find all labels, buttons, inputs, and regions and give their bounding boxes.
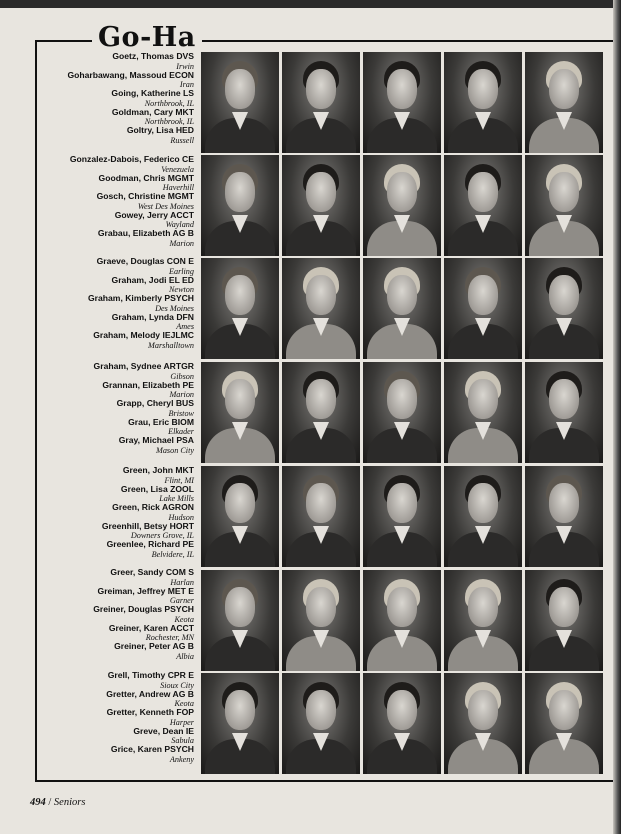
portrait-face	[468, 275, 498, 315]
student-portrait	[282, 362, 360, 463]
student-portrait	[525, 155, 603, 256]
portrait-face	[387, 69, 417, 109]
portrait-face	[549, 587, 579, 627]
listing-group	[4, 257, 194, 350]
listing-entry	[4, 52, 194, 71]
student-name-major: Greenhill, Betsy HORT	[101, 520, 194, 531]
student-name-major: Greve, Dean IE	[133, 725, 194, 736]
portrait-face	[468, 69, 498, 109]
portrait-face	[387, 379, 417, 419]
student-hometown: Sabula	[171, 736, 194, 746]
portrait-face	[306, 690, 336, 730]
student-portrait	[363, 570, 441, 671]
listing-entry	[4, 690, 194, 709]
student-portrait	[363, 673, 441, 774]
student-name-major: Grapp, Cheryl BUS	[116, 398, 194, 409]
student-hometown: Iran	[179, 80, 194, 90]
student-portrait	[282, 52, 360, 153]
portrait-face	[549, 379, 579, 419]
student-portrait	[444, 155, 522, 256]
listing-group	[4, 52, 194, 145]
student-portrait	[201, 155, 279, 256]
page-binding-edge	[613, 0, 621, 834]
page-number: 494	[30, 797, 46, 808]
student-portrait	[363, 362, 441, 463]
student-hometown: Downers Grove, IL	[130, 531, 194, 541]
listing-entry	[4, 522, 194, 541]
student-hometown: Harper	[169, 717, 194, 727]
student-hometown: Wayland	[165, 220, 194, 230]
student-name-major: Goetz, Thomas DVS	[112, 51, 194, 61]
portrait-face	[306, 379, 336, 419]
student-hometown: Marshalltown	[148, 340, 194, 350]
student-portrait	[282, 570, 360, 671]
portrait-face	[549, 172, 579, 212]
student-hometown: Marion	[169, 238, 194, 248]
portrait-face	[306, 172, 336, 212]
student-hometown: Flint, MI	[164, 475, 194, 485]
student-portrait	[363, 52, 441, 153]
student-name-major: Graham, Sydnee ARTGR	[93, 361, 194, 371]
portrait-face	[387, 172, 417, 212]
student-hometown: Bristow	[168, 408, 194, 418]
student-hometown: Russell	[170, 135, 194, 145]
listing-entry	[4, 399, 194, 418]
student-name-major: Greenlee, Richard PE	[106, 539, 194, 550]
student-portrait	[444, 570, 522, 671]
student-name-major: Green, Rick AGRON	[112, 502, 194, 513]
student-portrait	[444, 466, 522, 567]
frame-bottom-rule	[35, 780, 613, 782]
student-hometown: Gibson	[170, 371, 194, 381]
listing-entry	[4, 294, 194, 313]
student-portrait	[525, 570, 603, 671]
listing-entry	[4, 605, 194, 624]
student-hometown: Ames	[176, 322, 194, 332]
portrait-face	[306, 69, 336, 109]
portrait-face	[387, 690, 417, 730]
student-name-major: Gray, Michael PSA	[118, 435, 194, 446]
student-portrait	[363, 155, 441, 256]
student-portrait	[444, 258, 522, 359]
listing-entry	[4, 229, 194, 248]
student-portrait	[444, 52, 522, 153]
section-name: Seniors	[53, 797, 86, 808]
student-portrait	[525, 52, 603, 153]
student-name-major: Goodman, Chris MGMT	[98, 172, 194, 183]
student-name-major: Goldman, Cary MKT	[111, 106, 194, 117]
student-portrait	[201, 570, 279, 671]
listing-entry	[4, 485, 194, 504]
portrait-face	[306, 483, 336, 523]
student-name-major: Greer, Sandy COM S	[110, 567, 194, 577]
listing-entry	[4, 418, 194, 437]
listing-entry	[4, 642, 194, 661]
student-hometown: Mason City	[156, 445, 194, 455]
portrait-face	[306, 275, 336, 315]
listing-entry	[4, 568, 194, 587]
listing-entry	[4, 671, 194, 690]
student-hometown: Marion	[169, 390, 194, 400]
student-name-major: Grannan, Elizabeth PE	[102, 379, 194, 390]
student-name-major: Greiner, Douglas PSYCH	[93, 604, 194, 615]
student-name-major: Graham, Kimberly PSYCH	[87, 293, 194, 304]
student-hometown: Ankeny	[169, 754, 194, 764]
page-title: Go-Ha	[92, 22, 202, 53]
portrait-face	[225, 172, 255, 212]
student-hometown: Belvidere, IL	[151, 549, 194, 559]
student-hometown: Albia	[176, 651, 194, 661]
portrait-face	[225, 690, 255, 730]
footer-separator: /	[45, 797, 54, 808]
student-portrait	[525, 673, 603, 774]
student-hometown: Northbrook, IL	[144, 117, 194, 127]
portrait-face	[225, 483, 255, 523]
student-hometown: West Des Moines	[137, 201, 194, 211]
listing-group	[4, 568, 194, 661]
student-hometown: Earling	[168, 266, 194, 276]
listing-entry	[4, 108, 194, 127]
portrait-face	[387, 587, 417, 627]
listing-entry	[4, 362, 194, 381]
listing-entry	[4, 89, 194, 108]
student-hometown: Elkader	[168, 427, 194, 437]
student-name-major: Graham, Jodi EL ED	[111, 274, 194, 285]
listing-entry	[4, 503, 194, 522]
student-portrait	[201, 362, 279, 463]
student-portrait	[525, 258, 603, 359]
portrait-face	[306, 587, 336, 627]
listing-entry	[4, 624, 194, 643]
student-name-major: Greiman, Jeffrey MET E	[97, 585, 194, 596]
student-hometown: Haverhill	[162, 183, 194, 193]
student-name-major: Grice, Karen PSYCH	[110, 744, 194, 755]
student-portrait	[525, 466, 603, 567]
listing-entry	[4, 71, 194, 90]
student-name-major: Green, Lisa ZOOL	[120, 483, 194, 494]
listing-entry	[4, 540, 194, 559]
listing-entry	[4, 708, 194, 727]
portrait-face	[225, 587, 255, 627]
listing-entry	[4, 745, 194, 764]
listing-entry	[4, 466, 194, 485]
portrait-face	[468, 587, 498, 627]
student-hometown: Keota	[174, 614, 194, 624]
portrait-face	[468, 379, 498, 419]
student-name-major: Green, John MKT	[122, 465, 194, 475]
listing-entry	[4, 587, 194, 606]
student-hometown: Keota	[174, 699, 194, 709]
student-portrait	[363, 466, 441, 567]
student-name-major: Grau, Eric BIOM	[128, 416, 194, 427]
student-name-major: Goharbawang, Massoud ECON	[67, 69, 194, 80]
student-portrait	[282, 673, 360, 774]
student-hometown: Venezuela	[161, 164, 194, 174]
listing-entry	[4, 313, 194, 332]
portrait-face	[225, 275, 255, 315]
listing-entry	[4, 436, 194, 455]
listing-entry	[4, 727, 194, 746]
student-name-major: Graham, Lynda DFN	[111, 311, 194, 322]
student-hometown: Garner	[169, 596, 194, 606]
portrait-face	[468, 483, 498, 523]
student-hometown: Sioux City	[160, 680, 194, 690]
portrait-face	[387, 275, 417, 315]
student-name-major: Gosch, Christine MGMT	[96, 191, 194, 202]
student-portrait	[282, 155, 360, 256]
page-footer	[30, 797, 85, 808]
portrait-face	[549, 483, 579, 523]
listing-group	[4, 155, 194, 248]
listing-entry	[4, 211, 194, 230]
student-name-major: Greiner, Karen ACCT	[108, 622, 194, 633]
portrait-face	[468, 690, 498, 730]
listing-entry	[4, 276, 194, 295]
portrait-face	[225, 69, 255, 109]
student-name-major: Gowey, Jerry ACCT	[114, 209, 194, 220]
student-hometown: Harlan	[170, 577, 194, 587]
student-name-major: Grabau, Elizabeth AG B	[97, 228, 194, 239]
listing-group	[4, 466, 194, 559]
listing-entry	[4, 126, 194, 145]
student-hometown: Lake Mills	[159, 494, 194, 504]
listing-entry	[4, 257, 194, 276]
page-top-edge	[0, 0, 621, 8]
student-portrait	[201, 673, 279, 774]
student-hometown: Newton	[168, 285, 194, 295]
portrait-face	[468, 172, 498, 212]
listing-group	[4, 362, 194, 455]
student-name-major: Graeve, Douglas CON E	[96, 256, 194, 266]
listing-group	[4, 671, 194, 764]
student-portrait	[444, 673, 522, 774]
student-hometown: Northbrook, IL	[144, 98, 194, 108]
student-name-major: Gretter, Andrew AG B	[106, 688, 194, 699]
student-portrait	[363, 258, 441, 359]
student-portrait	[201, 466, 279, 567]
listing-entry	[4, 155, 194, 174]
student-portrait	[282, 466, 360, 567]
listing-entry	[4, 381, 194, 400]
student-portrait	[282, 258, 360, 359]
listing-entry	[4, 331, 194, 350]
student-name-major: Graham, Melody IEJLMC	[93, 330, 194, 341]
student-hometown: Irwin	[176, 61, 194, 71]
student-name-major: Gretter, Kenneth FOP	[106, 707, 194, 718]
student-portrait	[444, 362, 522, 463]
student-hometown: Des Moines	[155, 303, 194, 313]
portrait-face	[549, 69, 579, 109]
student-name-major: Goltry, Lisa HED	[126, 125, 194, 136]
portrait-face	[225, 379, 255, 419]
student-portrait	[525, 362, 603, 463]
student-name-major: Grell, Timothy CPR E	[107, 670, 194, 680]
listing-entry	[4, 192, 194, 211]
student-portrait	[201, 258, 279, 359]
student-hometown: Rochester, MN	[145, 633, 194, 643]
student-hometown: Hudson	[168, 512, 194, 522]
portrait-face	[387, 483, 417, 523]
portrait-face	[549, 275, 579, 315]
listing-entry	[4, 174, 194, 193]
student-name-major: Going, Katherine LS	[111, 88, 194, 99]
portrait-face	[549, 690, 579, 730]
student-name-major: Greiner, Peter AG B	[114, 641, 194, 652]
student-name-major: Gonzalez-Dabois, Federico CE	[69, 154, 194, 164]
student-portrait	[201, 52, 279, 153]
